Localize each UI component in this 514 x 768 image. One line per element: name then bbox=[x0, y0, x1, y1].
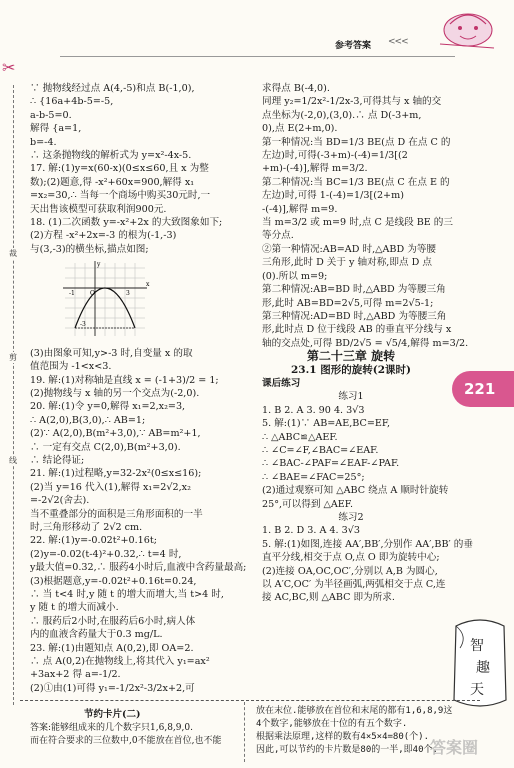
text-line: (2)抛物线与 x 轴的另一个交点为(-2,0). bbox=[30, 387, 200, 399]
text-line: ∴ ∠C=∠F,∠BAC=∠EAF. bbox=[262, 444, 379, 456]
text-line: a-b-5=0. bbox=[30, 109, 72, 121]
chapter-title: 第二十三章 旋转 bbox=[306, 349, 396, 364]
text-line: 19. 解:(1)对称轴是直线 x = (-1+3)/2 = 1; bbox=[30, 374, 219, 386]
section-title: 23.1 图形的旋转(2课时) bbox=[291, 363, 411, 376]
text-line: 答案:能够组成来的几个数字只1,6,8,9,0. bbox=[30, 723, 193, 733]
text-line: 25°,可以得到 △AEF. bbox=[262, 498, 353, 510]
text-line: ②第一种情况:AB=AD 时,△ABD 为等腰 bbox=[262, 243, 437, 255]
header-arrows: <<< bbox=[388, 37, 408, 47]
text-line: ∴ 结论得证; bbox=[30, 454, 85, 466]
text-line: (2)①由(1)可得 y₁=-1/2x²-3/2x+2,可 bbox=[30, 682, 195, 694]
text-line: +m)-(-4)],解得 m=3/2. bbox=[262, 163, 368, 175]
text-line: 左边)时,可得 1-(-4)=1/3[(2+m) bbox=[262, 190, 404, 202]
text-line: 1. B 2. A 3. 90 4. 3√3 bbox=[262, 404, 365, 416]
text-line: (2)连接 OA,OC,OC′,分别以 A,B 为圆心, bbox=[262, 565, 438, 577]
footer-left-text bbox=[30, 722, 240, 748]
left-column bbox=[30, 82, 247, 695]
text-line: 等分点. bbox=[262, 230, 294, 242]
footer-title: 节约卡片(二) bbox=[84, 709, 141, 720]
text-line: ∴ 点 A(0,2)在抛物线上,将其代入 y₁=ax² bbox=[30, 656, 210, 668]
footer-right-text bbox=[256, 705, 456, 757]
text-line: ∴ 一定有交点 C(2,0),B(m²+3,0). bbox=[30, 441, 181, 453]
right-column bbox=[262, 82, 473, 605]
text-line: (2)当 y=16 代入(1),解得 x₁=2√2,x₂ bbox=[30, 481, 191, 493]
text-line: ∴ A(2,0),B(3,0),∴ AB=1; bbox=[30, 414, 146, 426]
text-line: 时,三角形移动了 2√2 cm. bbox=[30, 521, 143, 533]
text-line: 23. 解:(1)由题知点 A(0,2),即 OA=2. bbox=[30, 642, 194, 654]
text-line: 20. 解:(1)令 y=0,解得 x₁=2,x₂=3, bbox=[30, 401, 186, 413]
text-line: 接 AC,BC,则 △ABC 即为所求. bbox=[262, 592, 395, 604]
text-line: 点坐标为(-2,0),(3,0).∴ 点 D(-3+m, bbox=[262, 109, 422, 121]
text-line: ∴ 这条抛物线的解析式为 y=x²-4x-5. bbox=[30, 150, 192, 162]
text-line: 当不重叠部分的面积是三角形面积的一半 bbox=[30, 508, 203, 520]
tick-label: -1 bbox=[69, 290, 75, 298]
text-line: 天出售该模型可获取利润900元. bbox=[30, 203, 167, 215]
y-axis-label: y bbox=[97, 261, 101, 269]
text-line: 21. 解:(1)过程略,y=32-2x²(0≤x≤16); bbox=[30, 468, 202, 480]
text-line: ∴ ∠BAE=∠FAC=25°; bbox=[262, 471, 365, 483]
text-line: 5. 解:(1)如图,连接 AA′,BB′,分别作 AA′,BB′ 的垂 bbox=[262, 538, 473, 550]
text-line: 以 A′C,OC′ 为半径画弧,两弧相交于点 C,连 bbox=[262, 579, 446, 591]
text-line: +3ax+2 得 a=-1/2. bbox=[30, 669, 121, 681]
text-line: (3)由图象可知,y>-3 时,自变量 x 的取 bbox=[30, 347, 193, 359]
text-line: 放在末位.能够放在首位和末尾的都有1,6,8,9这 bbox=[256, 706, 453, 716]
text-line: (2)方程 -x²+2x=-3 的根为(-1,-3) bbox=[30, 230, 177, 242]
watermark: 答案圈 bbox=[430, 738, 479, 757]
text-line: b=-4. bbox=[30, 136, 57, 148]
corner-decoration-icon bbox=[448, 614, 512, 714]
text-line: 同理 y₂=1/2x²-1/2x-3,可得其与 x 轴的交 bbox=[262, 96, 442, 108]
text-line: 因此,可以节约的卡片数是80的一半,即40个. bbox=[256, 745, 438, 755]
text-line: 0),点 E(2+m,0). bbox=[262, 123, 338, 135]
margin-text-jian: 剪 bbox=[3, 352, 23, 363]
text-line: ∴ △ABC≌△AEF. bbox=[262, 431, 338, 443]
header-decoration-icon bbox=[430, 4, 500, 54]
text-line: 左边)时,可得(-3+m)-(-4)=1/3[(2 bbox=[262, 150, 408, 162]
text-line: -(-4)],解得 m=9. bbox=[262, 203, 338, 215]
origin-label: O bbox=[90, 290, 95, 298]
text-line: 第三种情况:AD=BD 时,△ABD 为等腰三角 bbox=[262, 310, 447, 322]
text-line: 当 m=3/2 或 m=9 时,点 C 是线段 BE 的三 bbox=[262, 217, 453, 229]
page-header bbox=[0, 0, 514, 58]
header-rule bbox=[60, 56, 455, 57]
margin-text-xian: 线 bbox=[3, 455, 23, 466]
text-line: 5. 解:(1)∵ AB=AE,BC=EF, bbox=[262, 418, 391, 430]
text-line: 值范围为 -1<x<3. bbox=[30, 361, 112, 373]
footer-rule bbox=[20, 700, 480, 702]
margin-text-cai: 裁 bbox=[3, 248, 23, 259]
text-line: 18. (1)二次函数 y=-x²+2x 的大致图象如下; bbox=[30, 217, 223, 229]
svg-text:天: 天 bbox=[470, 682, 484, 698]
text-line: 第二种情况:AB=BD 时,△ABD 为等腰三角 bbox=[262, 284, 446, 296]
text-line: ∴ ∠BAC-∠PAF=∠EAF-∠PAF. bbox=[262, 458, 400, 470]
scissors-icon: ✂ bbox=[2, 58, 16, 77]
tick-label: -3 bbox=[80, 321, 86, 329]
text-line: (2)∵ A(2,0),B(m²+3,0),∵ AB=m²+1, bbox=[30, 428, 201, 440]
text-line: 根据乘法原理,这样的数有4×5×4=80(个). bbox=[256, 732, 430, 742]
practice-heading: 练习1 bbox=[338, 391, 364, 403]
text-line: (0).所以 m=9; bbox=[262, 270, 328, 282]
text-line: ∵ 抛物线经过点 A(4,-5)和点 B(-1,0), bbox=[30, 83, 195, 94]
text-line: ∴ {16a+4b-5=-5, bbox=[30, 96, 114, 108]
text-line: ∴ 当 t<4 时,y 随 t 的增大而增大,当 t>4 时, bbox=[30, 589, 224, 600]
text-line: 三角形,此时 D 关于 y 轴对称,即点 D 点 bbox=[262, 257, 432, 269]
text-line: ∴ 服药后2小时,在服药后6小时,病人体 bbox=[30, 615, 196, 627]
text-line: 17. 解:(1)y=x(60-x)(0≤x≤60,且 x 为整 bbox=[30, 163, 209, 175]
text-line: 1. B 2. D 3. A 4. 3√3 bbox=[262, 525, 360, 537]
text-line: y 随 t 的增大而减小. bbox=[30, 602, 119, 614]
text-line: =x₂=30,∴ 当每一个商场中购买30元时,一 bbox=[30, 190, 211, 202]
page-number-tab bbox=[452, 371, 514, 407]
text-line: 而在符合要求的三位数中,0不能放在首位,也不能 bbox=[30, 736, 222, 746]
text-line: 4个数字,能够放在十位的有五个数字. bbox=[256, 719, 408, 729]
text-line: 数);(2)题意,得 -x²+60x=900,解得 x₁ bbox=[30, 176, 195, 188]
x-axis-label: x bbox=[146, 281, 150, 289]
text-line: 第一种情况:当 BD=1/3 BE(点 D 在点 C 的 bbox=[262, 136, 451, 148]
text-line: 轴的交点处,可得 BD/2√5 = √5/4,解得 m=3/2. bbox=[262, 337, 469, 349]
text-line: 解得 {a=1, bbox=[30, 123, 82, 135]
cut-line bbox=[13, 85, 14, 705]
parabola-graph bbox=[60, 258, 150, 340]
footer-divider bbox=[244, 702, 245, 762]
subsection-title: 课后练习 bbox=[262, 377, 301, 389]
text-line: 形,此时点 D 位于线段 AB 的垂直平分线与 x bbox=[262, 324, 452, 336]
text-line: (3)根据题意,y=-0.02t²+0.16t=0.24, bbox=[30, 575, 197, 587]
text-line: y最大值=0.32,∴ 服药4小时后,血液中含药量最高; bbox=[30, 562, 247, 574]
svg-text:智: 智 bbox=[470, 638, 484, 654]
practice-heading: 练习2 bbox=[338, 512, 364, 523]
text-line: (2)y=-0.02(t-4)²+0.32,∴ t=4 时, bbox=[30, 548, 182, 560]
text-line: =-2√2(舍去). bbox=[30, 495, 90, 507]
text-line: 求得点 B(-4,0). bbox=[262, 83, 330, 94]
text-line: 第二种情况:当 BC=1/3 BE(点 C 在点 E 的 bbox=[262, 176, 450, 188]
text-line: 与(3,-3)的横坐标,描点如图; bbox=[30, 243, 149, 255]
text-line: 形,此时 AB=BD=2√5,可得 m=2√5-1; bbox=[262, 297, 434, 309]
text-line: 直平分线,相交于点 O,点 O 即为旋转中心; bbox=[262, 552, 440, 564]
header-label: 参考答案 bbox=[335, 41, 372, 51]
text-line: (2)通过观察可知 △ABC 绕点 A 顺时针旋转 bbox=[262, 485, 449, 497]
page-number: 221 bbox=[464, 380, 496, 398]
text-line: 内的血液含药量大于0.3 mg/L. bbox=[30, 629, 163, 641]
tick-label: 3 bbox=[126, 290, 130, 298]
svg-text:趣: 趣 bbox=[476, 660, 490, 676]
text-line: 22. 解:(1)y=-0.02t²+0.16t; bbox=[30, 535, 157, 547]
